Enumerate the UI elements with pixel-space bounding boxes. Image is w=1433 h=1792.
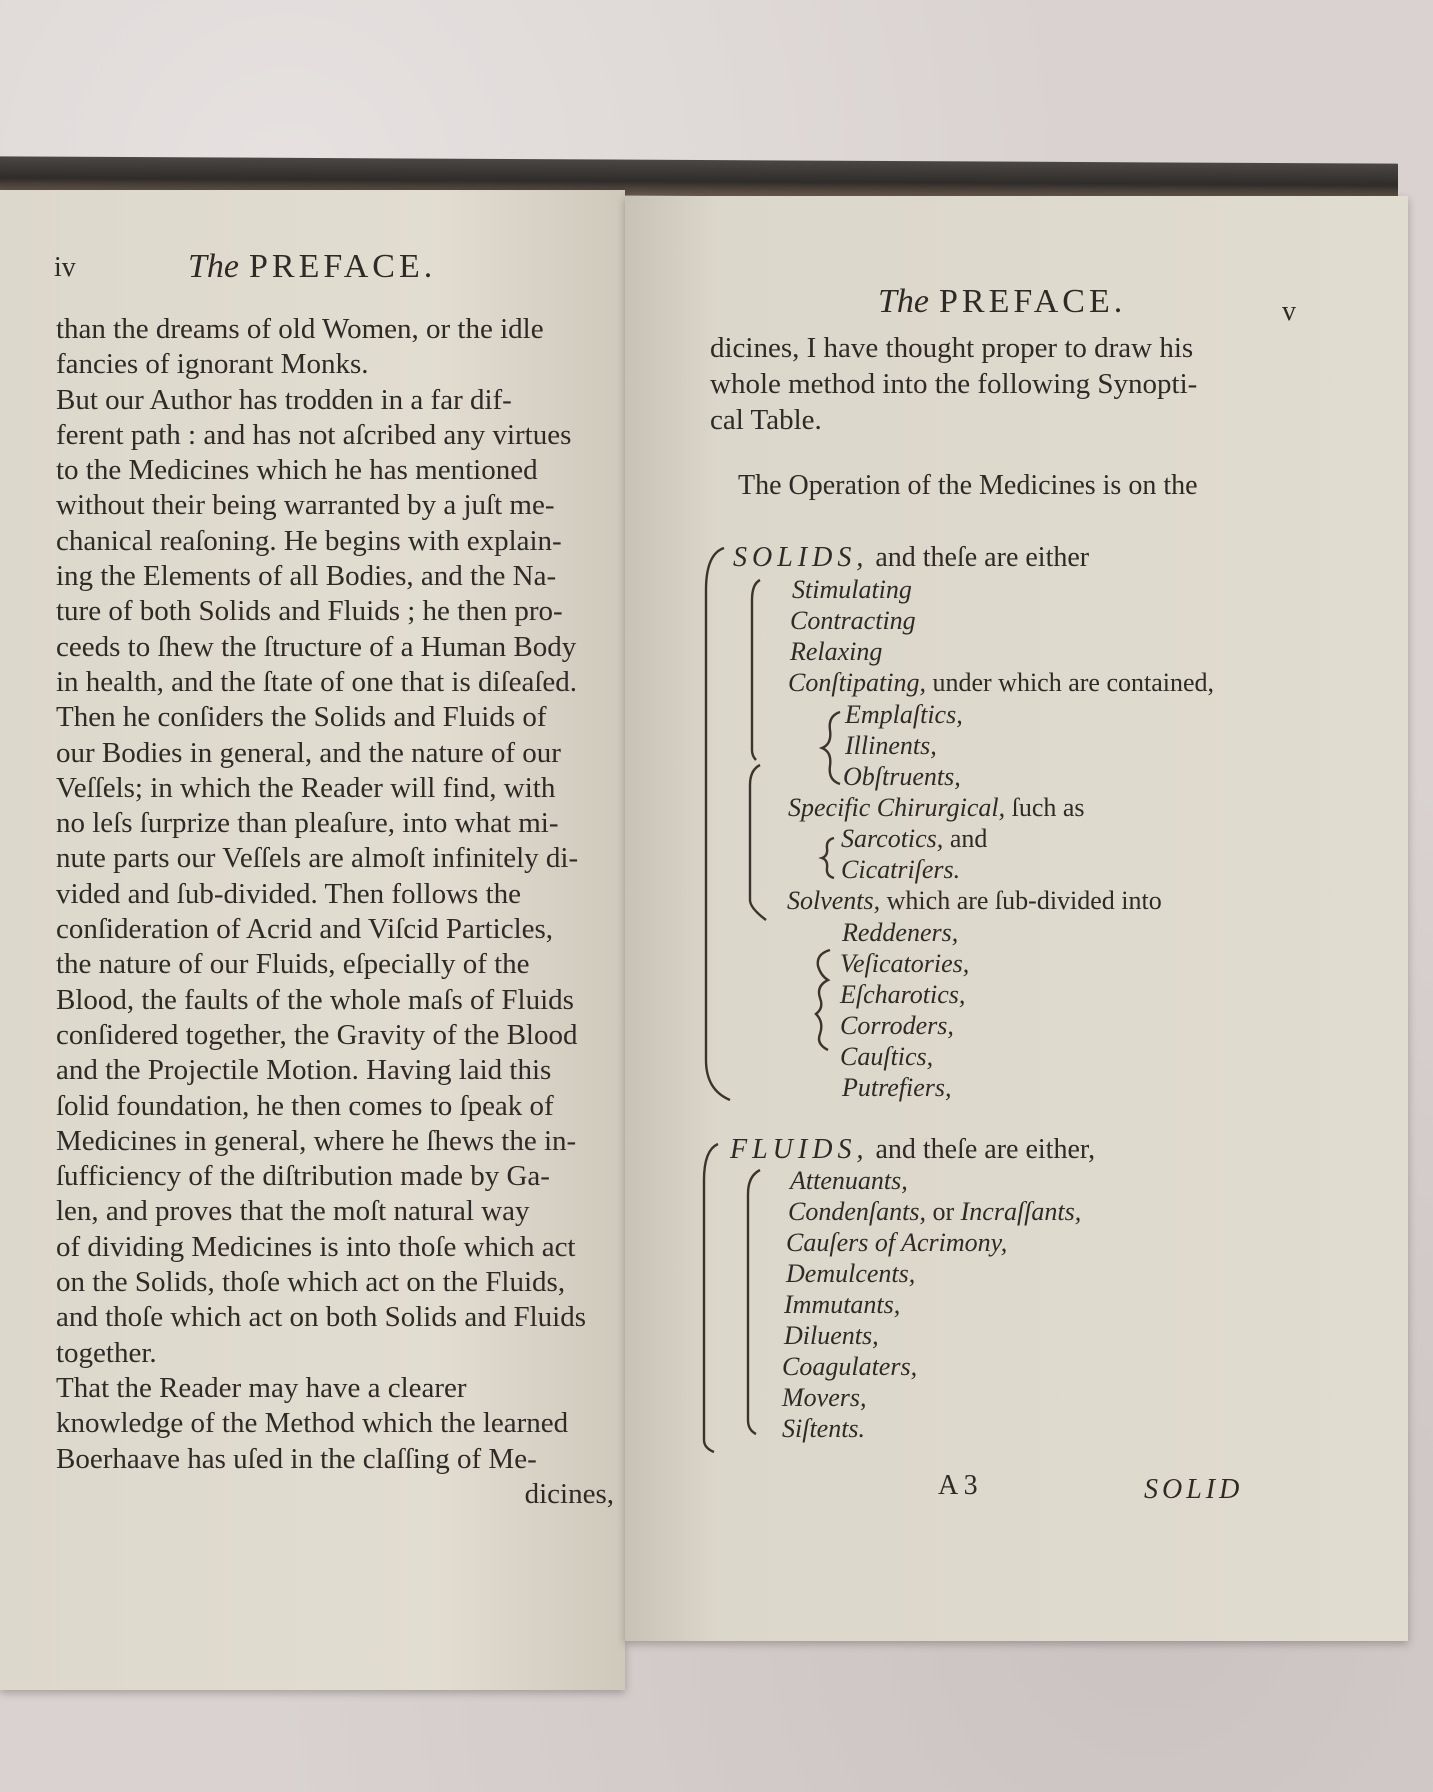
signature-mark: A 3	[938, 1470, 978, 1501]
text-line: cal Table.	[710, 404, 822, 436]
fluids-item: Diluents,	[784, 1321, 879, 1350]
left-running-head	[188, 248, 436, 286]
constipating-rest: under which are contained,	[932, 668, 1215, 697]
fluids-outer-brace	[704, 1144, 718, 1452]
text-line: of dividing Medicines is into thoſe which act	[56, 1230, 576, 1263]
fluids-item: Siſtents.	[782, 1414, 866, 1443]
right-running-head	[878, 283, 1126, 321]
constipating-sub-item: Emplaſtics,	[845, 700, 963, 729]
solvents-sub-item: Veſicatories,	[840, 949, 970, 978]
text-line: nute parts our Veſſels are almoſt infinitely di-	[56, 842, 579, 875]
specific-brace	[822, 838, 834, 878]
solids-inner-brace-upper	[752, 580, 760, 760]
text-line: ſolid foundation, he then comes to ſpeak of	[56, 1089, 554, 1122]
text-line: than the dreams of old Women, or the idle	[56, 313, 544, 345]
constipating-term: Conſtipating,	[788, 668, 926, 697]
text-line: dicines, I have thought proper to draw his	[710, 332, 1194, 364]
sarcotics-rest: and	[949, 824, 988, 853]
solvents-sub-item: Corroders,	[840, 1011, 954, 1040]
text-line: and thoſe which act on both Solids and Fluids	[56, 1301, 587, 1334]
solvents-sub-item: Reddeners,	[842, 918, 959, 947]
text-line: conſidered together, the Gravity of the Blood	[56, 1018, 578, 1051]
text-line: ferent path : and has not aſcribed any virtues	[56, 418, 572, 451]
text-line: whole method into the following Synopti-	[710, 368, 1198, 400]
text-line: len, and proves that the moſt natural way	[56, 1195, 530, 1228]
fluids-item: Condenſants,	[788, 1197, 926, 1226]
table-intro: The Operation of the Medicines is on the	[738, 470, 1198, 501]
text-line: vided and ſub-divided. Then follows the	[56, 877, 521, 910]
text-line: to the Medicines which he has mentioned	[56, 454, 538, 487]
right-running-head-the: The	[878, 283, 929, 320]
solids-inner-brace-lower	[750, 765, 766, 920]
text-line: Blood, the faults of the whole maſs of Fluids	[56, 983, 574, 1016]
catchword: SOLID	[1144, 1474, 1244, 1505]
right-page-text	[710, 330, 1310, 438]
text-line: on the Solids, thoſe which act on the Fluids,	[56, 1266, 566, 1299]
text-line: ture of both Solids and Fluids ; he then pro-	[56, 595, 563, 628]
solvents-term: Solvents,	[787, 886, 881, 915]
fluids-incrassants: Incraſſants,	[960, 1197, 1082, 1226]
fluids-item: Coagulaters,	[782, 1352, 918, 1381]
fluids-item: Cauſers of Acrimony,	[786, 1228, 1008, 1257]
text-line: knowledge of the Method which the learned	[56, 1407, 569, 1440]
text-line: together.	[56, 1336, 157, 1369]
fluids-inner-brace	[748, 1170, 760, 1434]
text-line: That the Reader may have a clearer	[56, 1371, 467, 1404]
specific-term: Specific Chirurgical,	[788, 793, 1006, 822]
solids-heading-word: SOLIDS,	[733, 542, 869, 573]
table-braces	[690, 530, 890, 1460]
text-line: dicines,	[524, 1477, 614, 1510]
left-running-head-title: PREFACE.	[249, 248, 437, 285]
fluids-item: Immutants,	[784, 1290, 901, 1319]
solvents-rest: which are ſub-divided into	[886, 886, 1162, 915]
left-page-number: iv	[54, 252, 76, 283]
fluids-or: or	[932, 1197, 955, 1226]
right-running-head-title: PREFACE.	[939, 283, 1127, 320]
solids-item: Contracting	[790, 606, 916, 635]
text-line: in health, and the ſtate of one that is diſeaſed.	[56, 665, 578, 698]
fluids-item: Movers,	[782, 1383, 867, 1412]
solids-outer-brace	[706, 548, 730, 1100]
solvents-sub-item: Putrefiers,	[842, 1073, 952, 1102]
fluids-heading-word: FLUIDS,	[730, 1134, 869, 1165]
constipating-sub-item: Obſtruents,	[843, 762, 961, 791]
text-line: Then he conſiders the Solids and Fluids of	[56, 701, 547, 734]
solids-item: Relaxing	[790, 637, 883, 666]
text-line: But our Author has trodden in a far dif-	[56, 383, 512, 416]
solids-heading-rest: and theſe are either	[875, 542, 1090, 573]
solvents-sub-item: Cauſtics,	[840, 1042, 934, 1071]
solids-item: Stimulating	[792, 575, 912, 604]
text-line: Medicines in general, where he ſhews the in-	[56, 1124, 577, 1157]
text-line: chanical reaſoning. He begins with explain-	[56, 524, 562, 557]
text-line: and the Projectile Motion. Having laid this	[56, 1054, 552, 1087]
text-line: ſufficiency of the diſtribution made by Ga-	[56, 1160, 550, 1193]
constipating-sub-item: Illinents,	[845, 731, 937, 760]
constipating-brace	[822, 712, 840, 784]
text-line: Veſſels; in which the Reader will find, with	[56, 771, 556, 804]
text-line: our Bodies in general, and the nature of our	[56, 736, 561, 769]
text-line: no leſs ſurprize than pleaſure, into what mi-	[56, 807, 559, 840]
fluids-item: Demulcents,	[786, 1259, 916, 1288]
solvents-brace	[816, 950, 830, 1050]
left-page-text	[56, 312, 614, 1512]
sarcotics: Sarcotics,	[841, 824, 944, 853]
text-line: conſideration of Acrid and Viſcid Particles,	[56, 913, 554, 946]
fluids-heading-rest: and theſe are either,	[875, 1134, 1096, 1165]
fluids-item: Attenuants,	[790, 1166, 908, 1195]
text-line: ceeds to ſhew the ſtructure of a Human Body	[56, 630, 577, 663]
cicatrisers: Cicatriſers.	[841, 855, 961, 884]
left-running-head-the: The	[188, 248, 239, 285]
text-line: the nature of our Fluids, eſpecially of the	[56, 948, 530, 981]
specific-rest: ſuch as	[1011, 793, 1085, 822]
text-line: fancies of ignorant Monks.	[56, 348, 369, 381]
solvents-sub-item: Eſcharotics,	[840, 980, 966, 1009]
text-line: without their being warranted by a juſt me-	[56, 489, 555, 522]
text-line: ing the Elements of all Bodies, and the Na-	[56, 560, 557, 593]
right-page-number: v	[1282, 296, 1296, 327]
text-line: Boerhaave has uſed in the claſſing of Me-	[56, 1442, 537, 1475]
